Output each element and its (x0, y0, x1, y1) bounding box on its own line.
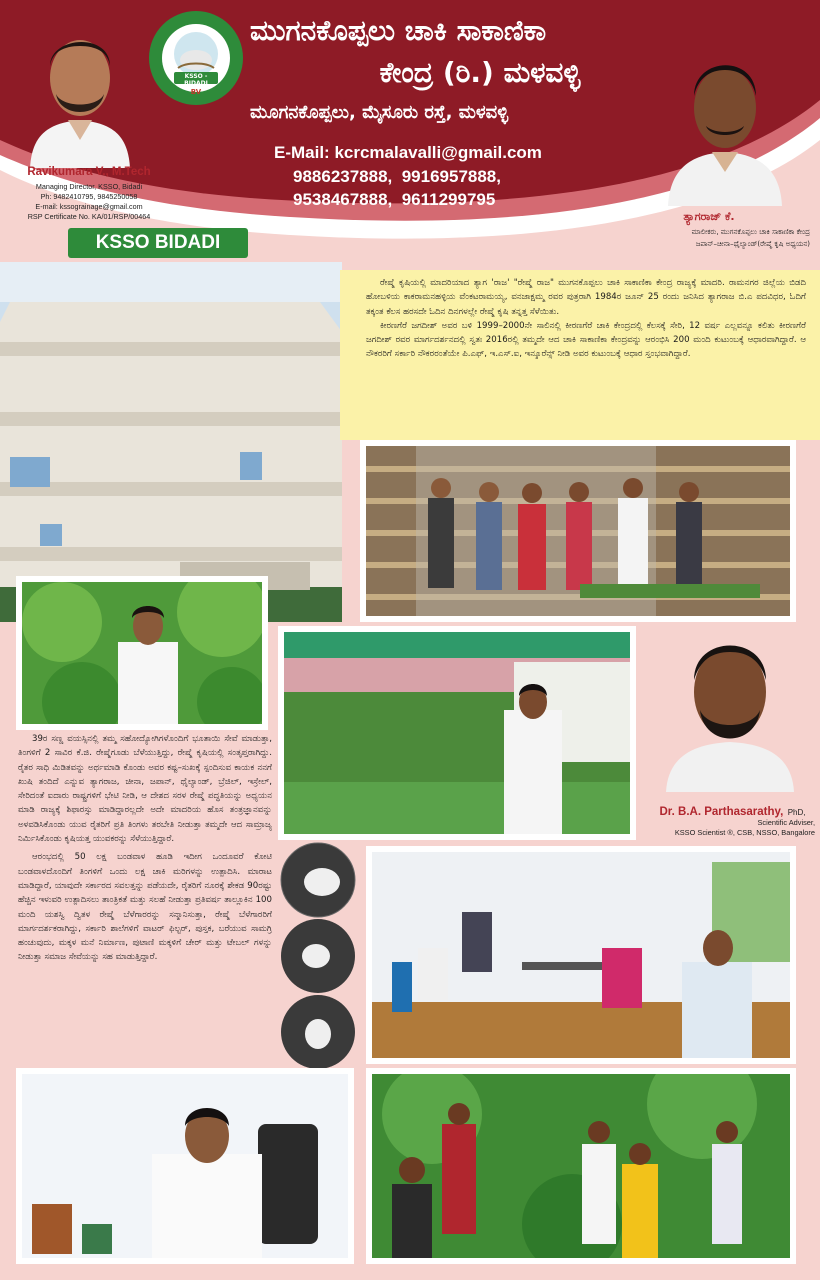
body-paragraph-2: ಆರಂಭದಲ್ಲಿ 50 ಲಕ್ಷ ಬಂಡವಾಳ ಹೂಡಿ ಇದೀಗ ಒಂದೂವರೆ ಕೋಟಿ ಬಂಡವಾಳದೊಂದಿಗೆ ತಿಂಗಳಿಗೆ ಒಂದು ಲಕ್ಷ ಚಾಕಿ ಮರಿಗಳನ್ನು ಉತ್ಪಾದಿಸಿ. ಮಾರಾಟ ಮಾಡಿದ್ದಾರೆ, ಯಾವುದೇ ಸರ್ಕಾರದ ಸವಲತ್ತನ್ನು ಪಡೆಯದೇ, ರೈತರಿಗೆ ನೂರಕ್ಕೆ ಶೇಕಡ 90ರಷ್ಟು ಹೆಚ್ಚಿನ ಇಳುವರಿ ಉತ್ಪಾದಿಸಲು ತಾಂತ್ರಿಕತೆ ಮತ್ತು ಸಲಹೆ ನೀಡುತ್ತಾ ಪ್ರತಿವರ್ಷ ತಾಲ್ಲೂಕಿನ 100 ಮಂದಿ ಯಶಸ್ವಿ ದ್ವಿತಳ ರೇಷ್ಮೆ ಬೆಳೆಗಾರರನ್ನು ಸನ್ಮಾನಿಸುತ್ತಾ, ರೇಷ್ಮೆ ಬೆಳೆಗಾರರಿಗೆ ಮಾರ್ಗದರ್ಶಕರಾಗಿದ್ದು, ಸರ್ಕಾರಿ ಶಾಲೆಗಳಿಗೆ ವಾಟರ್ ಫಿಲ್ಟರ್, ಪುಸ್ತಕ, ಬರೆಯುವ ಸಾಮಗ್ರಿ ಹಂಚುವುದು, ಮಕ್ಕಳ ಮನೆ ನಿರ್ಮಾಣ, ಪುಟಾಣಿ ಮಕ್ಕಳಿಗೆ ಚೇರ್ ಮತ್ತು ಟೇಬಲ್ ಗಳನ್ನು ನೀಡುತ್ತಾ ಸಮಾಜ ಸೇವೆಯನ್ನು ಸಹ ಮಾಡುತ್ತಿದ್ದಾರೆ. (18, 852, 272, 963)
adviser-name-text: Dr. B.A. Parthasarathy, (659, 806, 784, 818)
header-phones-line1: 9886237888, 9916957888, (293, 167, 501, 186)
owner-desk-photo (16, 1068, 354, 1264)
header-address: ಮೂಗನಕೊಪ್ಪಲು, ಮೈಸೂರು ರಸ್ತೆ, ಮಳವಳ್ಳಿ (250, 102, 509, 123)
right-person-role-line2: ಜಪಾನ್–ಚೀನಾ–ಥೈಲ್ಯಾಂಡ್(ರೇಷ್ಮೆ ಕೃಷಿ ಅಧ್ಯಯನ) (695, 240, 810, 248)
left-person-email: E-mail: kssograinage@gmail.com (35, 202, 143, 211)
right-person-photo (660, 26, 790, 206)
silk-egg-image-1 (280, 842, 356, 918)
intro-paragraph-2: ಕೀರಣಗೆರೆ ಜಗದೀಶ್ ಅವರ ಬಳಿ 1999–2000ನೇ ಸಾಲಿನಲ್ಲಿ ಕೀರಣಗೆರೆ ಚಾಕಿ ಕೇಂದ್ರದಲ್ಲಿ ಕೆಲಸಕ್ಕೆ ಸೇರಿ, 12 ವರ್ಷ ಎಲ್ಲವನ್ನೂ ಕಲಿತು ಕೀರಣಗೆರೆ ಜಗದೀಶ್ ರವರ ಮಾರ್ಗದರ್ಶನದಲ್ಲಿ ಸ್ವತಃ 2016ರಲ್ಲಿ ತಮ್ಮದೇ ಆದ ಚಾಕಿ ಸಾಕಾಣಿಕಾ ಕೇಂದ್ರವನ್ನು ಆರಂಭಿಸಿ 200 ಮಂದಿ ಕುಟುಂಬಕ್ಕೆ ಆಧಾರವಾಗಿದ್ದಾರೆ. ಆ ನೌಕರರಿಗೆ ಸರ್ಕಾರಿ ನೌಕರರಂತೆಯೇ ಪಿ.ಎಫ್, ಇ.ಎಸ್.ಐ, ಇನ್ಶೂರೆನ್ಸ್ ನೀಡಿ ಅವರ ಕುಟುಂಬಕ್ಕೆ ಆಧಾರ ಸ್ತಂಭವಾಗಿದ್ದಾರೆ. (366, 320, 806, 360)
silk-egg-image-3 (280, 994, 356, 1070)
left-person-role: Managing Director, KSSO, Bidadi (35, 182, 143, 191)
header-title-line1: ಮುಗನಕೊಪ್ಪಲು ಚಾಕಿ ಸಾಕಾಣಿಕಾ (250, 14, 547, 47)
silk-egg-image-2 (280, 918, 356, 994)
left-person-phone: Ph: 9482410795, 9845250058 (40, 192, 138, 201)
body-text (18, 732, 272, 965)
organisation-logo (148, 10, 244, 106)
header-email: E-Mail: kcrcmalavalli@gmail.com (274, 143, 542, 162)
rearing-house-photo (278, 626, 636, 840)
body-paragraph-1: 39ರ ಸಣ್ಣ ವಯಸ್ಸಿನಲ್ಲಿ ತಮ್ಮ ಸಹೋದ್ಯೋಗಿಗಳೊಂದಿಗೆ ಭೂತಾಯಿ ಸೇವೆ ಮಾಡುತ್ತಾ, ತಿಂಗಳಿಗೆ 2 ಸಾವಿರ ಕೆ.ಜಿ. ರೇಷ್ಮೆಗೂಡು ಬೆಳೆಯುತ್ತಿದ್ದು, ರೇಷ್ಮೆ ಕೃಷಿಯಲ್ಲಿ ಸಂತೃಪ್ತರಾಗಿದ್ದು. ರೈತರ ಸಾಧಿ ಮಿಡಿತವನ್ನು ಅರ್ಥಮಾಡಿ ಕೊಂಡು ಅವರ ಕಷ್ಟ–ಸುಖಕ್ಕೆ ಸ್ಪಂದಿಸುವ ಕಾಯಕ ನನಗೆ ಖುಷಿ ತಂದಿದೆ ಎನ್ನುವ ತ್ಯಾಗರಾಜ, ಚೀನಾ, ಜಪಾನ್, ಥೈಲ್ಯಾಂಡ್, ಬ್ರೆಜಿಲ್, ಇಸ್ರೇಲ್, ಸೇರಿದಂತೆ ಐದಾರು ರಾಷ್ಟ್ರಗಳಿಗೆ ಭೇಟಿ ನೀಡಿ, ಆ ದೇಶದ ಸರಳ ರೇಷ್ಮೆ ಪದ್ಧತಿಯನ್ನು ಅಧ್ಯಯನ ಮಾಡಿ ರಾಜ್ಯಕ್ಕೆ ಶಿಫಾರಸ್ಸು ಮಾಡಿದ್ದಾರಲ್ಲದೇ ಅದೇ ಮಾದರಿಯ ಹೊಸ ತಂತ್ರಜ್ಞಾನವನ್ನು ಅಳವಡಿಸಿಕೊಂಡು ಯುವ ರೈತರಿಗೆ ಪ್ರತಿ ತಿಂಗಳು ತರಬೇತಿ ನೀಡುತ್ತಾ ತಮ್ಮದೇ ಆದ ಸಾಮ್ರಾಜ್ಯ ನಿರ್ಮಿಸಿಕೊಂಡು ಕೃಷಿಯತ್ತ ಯುವಕರನ್ನು ಸೆಳೆಯುತ್ತಿದ್ದಾರೆ. (18, 734, 272, 845)
adviser-org: KSSO Scientist ®, CSB, NSSO, Bangalore (674, 828, 815, 837)
right-person-role-line1: ಮಾಲೀಕರು, ಮುಗನಕೊಪ್ಪಲು ಚಾಕಿ ಸಾಕಾಣಿಕಾ ಕೇಂದ್ರ (691, 228, 810, 236)
intro-paragraph-1: ರೇಷ್ಮೆ ಕೃಷಿಯಲ್ಲಿ ಮಾದರಿಯಾದ ತ್ಯಾಗ 'ರಾಜ' "ರೇಷ್ಮೆ ರಾಜ" ಮುಗನಕೊಪ್ಪಲು ಚಾಕಿ ಸಾಕಾಣಿಕಾ ಕೇಂದ್ರ ರಾಜ್ಯಕ್ಕೆ ಮಾದರಿ. ರಾಮನಗರ ಜಿಲ್ಲೆಯ ಬಿಡದಿ ಹೋಬಳಿಯ ಕಾಕರಾಮನಹಳ್ಳಿಯ ವೆಂಕಟರಾಮಯ್ಯ, ವನಜಾಕ್ಷಮ್ಮ ರವರ ಪುತ್ರರಾಗಿ 1984ರ ಜೂನ್ 25 ರಂದು ಜನಿಸಿದ ತ್ಯಾಗರಾಜ ಬಿ.ಎ ಪದವಿಧರ, ಓದಿಗೆ ತಕ್ಕಂತ ಕೆಲಸ ಹರಸದೇ ಓದಿನ ದಿನಗಳಲ್ಲೇ ರೇಷ್ಮೆ ಕೃಷಿ ತನ್ನತ್ತ ಸೆಳೆಯಿತು. (366, 278, 806, 317)
header-title-line2: ಕೇಂದ್ರ (ರಿ.) ಮಳವಳ್ಳಿ (379, 56, 581, 89)
workers-photo (360, 440, 796, 622)
ksso-label: KSSO BIDADI (68, 228, 248, 258)
mulberry-field-photo (16, 576, 268, 730)
adviser-photo (660, 622, 800, 792)
header-phones-line2: 9538467888, 9611299795 (293, 190, 496, 209)
intro-text (366, 276, 806, 362)
logo-sub: BV (190, 88, 202, 96)
field-visit-photo (366, 1068, 796, 1264)
adviser-role: Scientific Adviser, (757, 818, 815, 827)
building-photo (0, 262, 342, 622)
logo-badge: KSSO - BIDADI (184, 73, 208, 87)
office-photo (366, 846, 796, 1064)
right-person-name: ತ್ಯಾಗರಾಜ್ ಕೆ. (683, 210, 735, 223)
left-person-name: Ravikumara V., M.Tech (27, 166, 151, 178)
left-person-photo (20, 8, 140, 168)
left-person-cert: RSP Certificate No. KA/01/RSP/00464 (27, 212, 151, 221)
adviser-degree: PhD, (787, 808, 806, 817)
